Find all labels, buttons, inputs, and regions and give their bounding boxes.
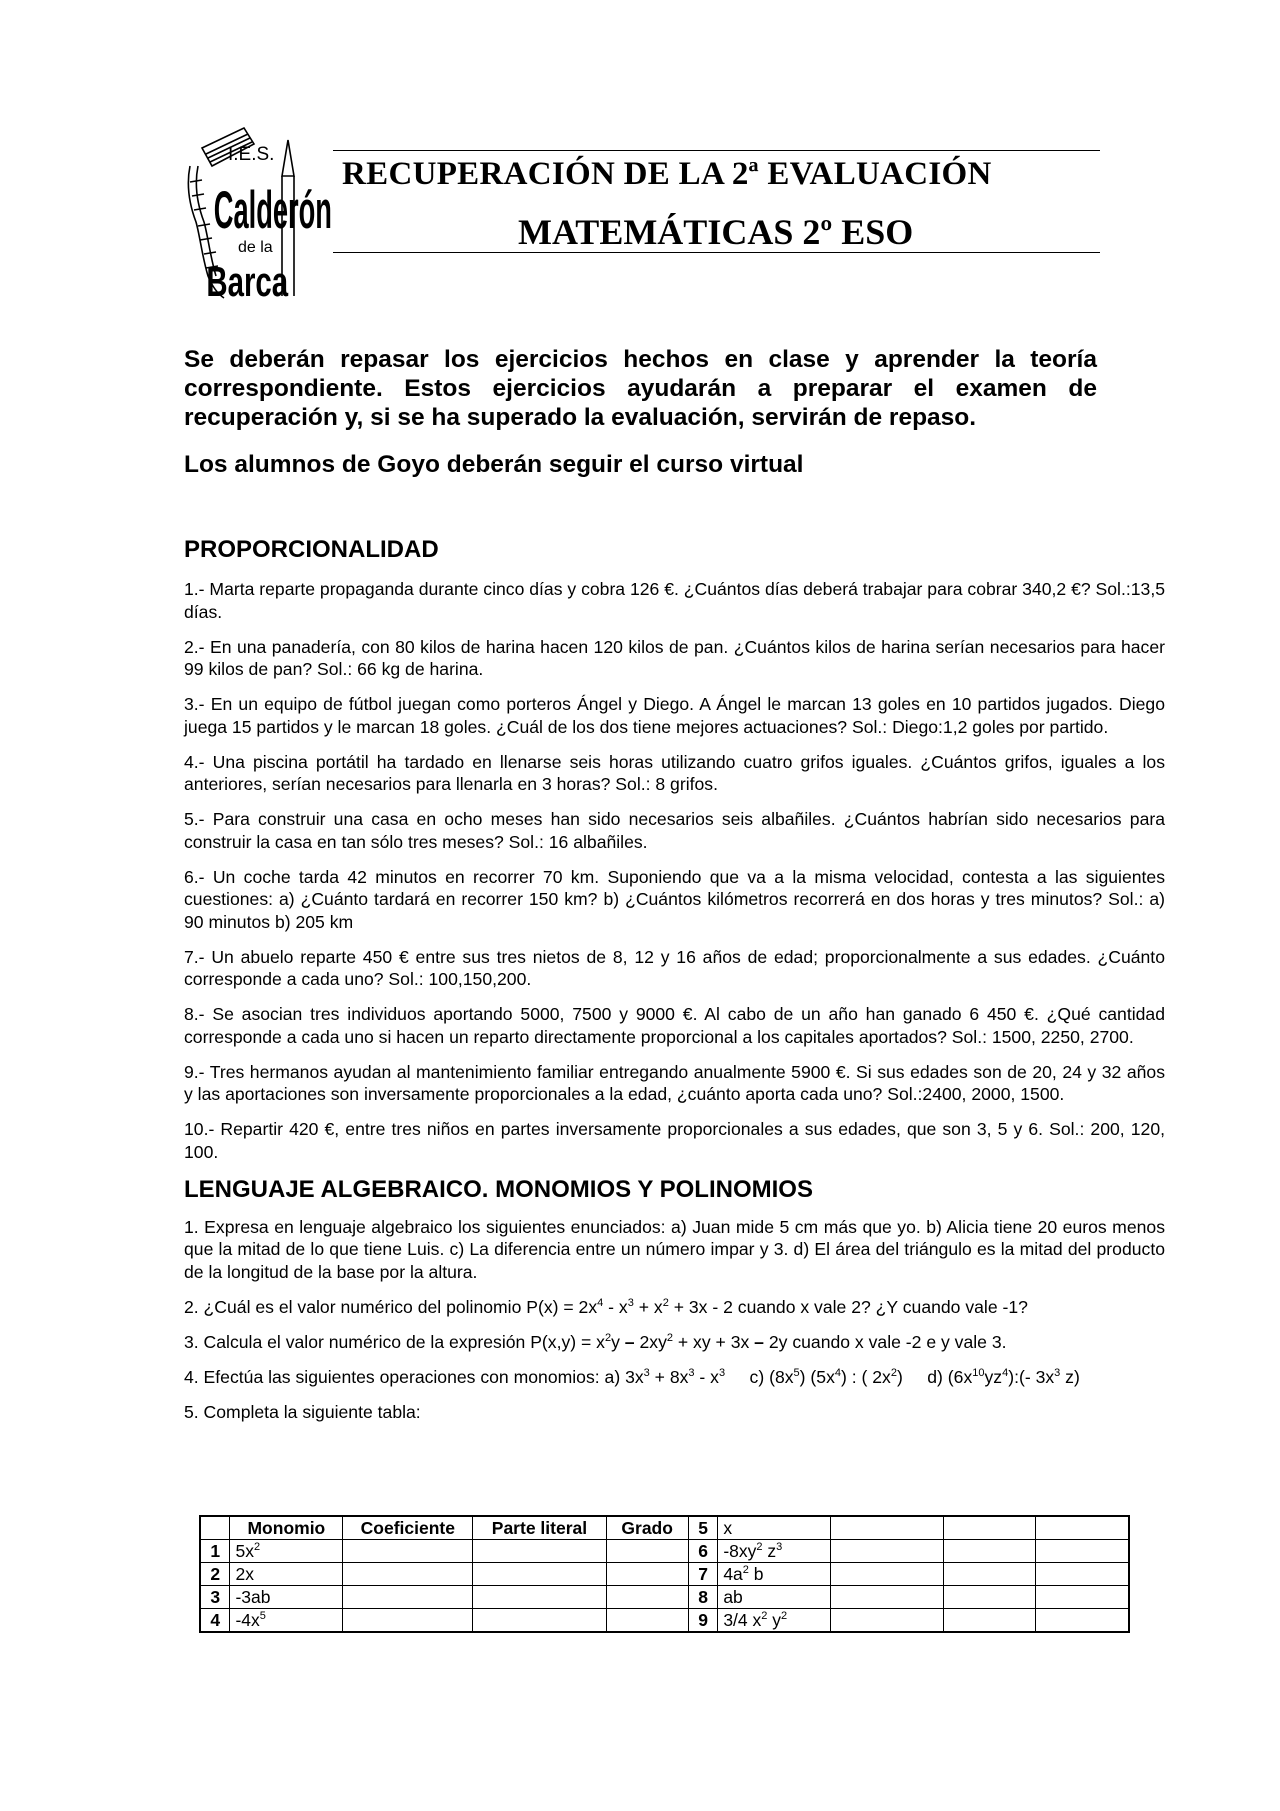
algebra-exercise-5: 5. Completa la siguiente tabla: xyxy=(184,1401,421,1422)
table-header-cell: Coeficiente xyxy=(343,1516,473,1540)
algebra-exercise-4: 4. Efectúa las siguientes operaciones con monomios: a) $3x^3 + 8x^3 - x^3$ c) $(8x^5)$ $(5x^4)$ : ( $2x^2$) d) $(6x^{10}yz^4):(-$ $3x^3$ z) xyxy=(184,1366,1080,1387)
table-empty-cell[interactable] xyxy=(343,1609,473,1633)
table-empty-cell[interactable] xyxy=(831,1586,944,1609)
table-corner xyxy=(200,1516,230,1540)
exercise-item: 10.- Repartir 420 €, entre tres niños en partes inversamente proporcionales a sus edades, que son 3, 5 y 6. Sol.: 200, 120, 100. xyxy=(184,1119,1165,1162)
table-empty-cell[interactable] xyxy=(1036,1516,1129,1540)
table-empty-cell[interactable] xyxy=(831,1516,944,1540)
table-empty-cell[interactable] xyxy=(1036,1563,1129,1586)
table-row xyxy=(200,1609,1129,1633)
table-empty-cell[interactable] xyxy=(1036,1540,1129,1563)
school-logo xyxy=(184,126,332,306)
intro-paragraph: Se deberán repasar los ejercicios hechos en clase y aprender la teoría correspondiente. Estos ejercicios ayudarán a preparar el examen de recuperación y, si se ha superado la evaluación, servirán de repaso. xyxy=(184,346,1097,431)
exercise-item: 5.- Para construir una casa en ocho meses han sido necesarios seis albañiles. ¿Cuántos habrían sido necesarios para construir la casa en tan sólo tres meses? Sol.: 16 albañiles. xyxy=(184,809,1165,852)
table-header-cell: Parte literal xyxy=(473,1516,606,1540)
table-monomial-cell: 3/4 $x^2$ $y^2$ xyxy=(718,1609,831,1633)
exercise-item: 7.- Un abuelo reparte 450 € entre sus tres nietos de 8, 12 y 16 años de edad; proporcionalmente a sus edades. ¿Cuánto corresponde a cada uno? Sol.: 100,150,200. xyxy=(184,946,1165,989)
header-rule-bottom xyxy=(333,252,1100,253)
table-row xyxy=(200,1586,1129,1609)
table-row-number: 6 xyxy=(688,1540,717,1563)
table-row-number: 3 xyxy=(200,1586,230,1609)
table-empty-cell[interactable] xyxy=(343,1540,473,1563)
page-title: RECUPERACIÓN DE LA 2ª EVALUACIÓN xyxy=(342,156,992,192)
table-empty-cell[interactable] xyxy=(943,1516,1035,1540)
table-empty-cell[interactable] xyxy=(831,1609,944,1633)
section-title-algebra: LENGUAJE ALGEBRAICO. MONOMIOS Y POLINOMIOS xyxy=(184,1175,813,1203)
logo-text-calderon: Calderón xyxy=(213,180,332,240)
table-empty-cell[interactable] xyxy=(943,1540,1035,1563)
monomial-table xyxy=(199,1515,1130,1633)
header-rule-top xyxy=(333,150,1100,151)
table-empty-cell[interactable] xyxy=(606,1586,688,1609)
intro-note: Los alumnos de Goyo deberán seguir el curso virtual xyxy=(184,451,804,478)
table-header-row xyxy=(200,1516,1129,1540)
table-row-number: 9 xyxy=(688,1609,717,1633)
table-body xyxy=(200,1540,1129,1633)
table-empty-cell[interactable] xyxy=(606,1609,688,1633)
table-monomial-cell: -3ab xyxy=(230,1586,343,1609)
table-monomial-cell: $4a^2$ b xyxy=(718,1563,831,1586)
table-empty-cell[interactable] xyxy=(943,1586,1035,1609)
table-row-number: 7 xyxy=(688,1563,717,1586)
table-row xyxy=(200,1563,1129,1586)
algebra-exercise-3: 3. Calcula el valor numérico de la expresión $P(x,y) = x^2y - 2xy^2$ + xy + 3x – 2y cuando x vale -2 e y vale 3. xyxy=(184,1331,1007,1352)
table-empty-cell[interactable] xyxy=(943,1609,1035,1633)
table-row-number: 4 xyxy=(200,1609,230,1633)
exercise-item: 6.- Un coche tarda 42 minutos en recorrer 70 km. Suponiendo que va a la misma velocidad, contesta a las siguientes cuestiones: a) ¿Cuánto tardará en recorrer 150 km? b) ¿Cuántos kilómetros recorrerá en dos horas y tres minutos? Sol.: a) 90 minutos b) 205 km xyxy=(184,866,1165,932)
table-row-number: 8 xyxy=(688,1586,717,1609)
exercise-item: 3.- En un equipo de fútbol juegan como porteros Ángel y Diego. A Ángel le marcan 13 goles en 10 partidos jugados. Diego juega 15 partidos y le marcan 18 goles. ¿Cuál de los dos tiene mejores actuaciones? Sol.: Diego:1,2 goles por partido. xyxy=(184,694,1165,737)
table-empty-cell[interactable] xyxy=(473,1563,606,1586)
table-empty-cell[interactable] xyxy=(606,1563,688,1586)
table-empty-cell[interactable] xyxy=(343,1563,473,1586)
exercise-item: 1.- Marta reparte propaganda durante cinco días y cobra 126 €. ¿Cuántos días deberá trabajar para cobrar 340,2 €? Sol.:13,5 días. xyxy=(184,579,1165,622)
table-monomial-cell: ab xyxy=(718,1586,831,1609)
table-empty-cell[interactable] xyxy=(1036,1586,1129,1609)
table-row-number: 2 xyxy=(200,1563,230,1586)
exercise-item: 4.- Una piscina portátil ha tardado en llenarse seis horas utilizando cuatro grifos iguales. ¿Cuántos grifos, iguales a los anteriores, serían necesarios para llenarla en 3 horas? Sol.: 8 grifos. xyxy=(184,751,1165,794)
logo-text-ies: I.E.S. xyxy=(228,144,275,165)
algebra-exercise-2: 2. ¿Cuál es el valor numérico del polinomio $P(x) = 2x^4 - x^3 + x^2 + 3x - 2$ cuando x vale 2? ¿Y cuando vale -1? xyxy=(184,1296,1028,1317)
exercise-item: 9.- Tres hermanos ayudan al mantenimiento familiar entregando anualmente 5900 €. Si sus edades son de 20, 24 y 32 años y las aportaciones son inversamente proporcionales a la edad, ¿cuánto aporta cada uno? Sol.:2400, 2000, 1500. xyxy=(184,1061,1165,1104)
table-row xyxy=(200,1540,1129,1563)
table-header-cell: Monomio xyxy=(230,1516,343,1540)
table-monomial-cell: $5x^2$ xyxy=(230,1540,343,1563)
table-header-cell: Grado xyxy=(606,1516,688,1540)
table-monomial-cell: $-4x^5$ xyxy=(230,1609,343,1633)
logo-text-dela: de la xyxy=(238,239,273,256)
table-row-number: 5 xyxy=(688,1516,717,1540)
table-empty-cell[interactable] xyxy=(831,1563,944,1586)
page-subtitle: MATEMÁTICAS 2º ESO xyxy=(518,212,914,252)
table-empty-cell[interactable] xyxy=(943,1563,1035,1586)
table-empty-cell[interactable] xyxy=(473,1586,606,1609)
table-empty-cell[interactable] xyxy=(606,1540,688,1563)
logo-text-barca: Barca xyxy=(206,257,289,306)
table-row-number: 1 xyxy=(200,1540,230,1563)
section-title-proporcionalidad: PROPORCIONALIDAD xyxy=(184,536,439,563)
exercise-item: 2.- En una panadería, con 80 kilos de harina hacen 120 kilos de pan. ¿Cuántos kilos de harina serían necesarios para hacer 99 kilos de pan? Sol.: 66 kg de harina. xyxy=(184,636,1165,679)
table-empty-cell[interactable] xyxy=(1036,1609,1129,1633)
table-monomial-cell: x xyxy=(718,1516,831,1540)
table-monomial-cell: 2x xyxy=(230,1563,343,1586)
table-empty-cell[interactable] xyxy=(473,1609,606,1633)
table-empty-cell[interactable] xyxy=(343,1586,473,1609)
table-monomial-cell: $-8xy^2$ $z^3$ xyxy=(718,1540,831,1563)
table-empty-cell[interactable] xyxy=(831,1540,944,1563)
main-content xyxy=(184,536,1165,1436)
algebra-exercise-1: 1. Expresa en lenguaje algebraico los siguientes enunciados: a) Juan mide 5 cm más que yo. b) Alicia tiene 20 euros menos que la mitad de lo que tiene Luis. c) La diferencia entre un número impar y 3. d) El área del triángulo es la mitad del producto de la longitud de la base por la altura. xyxy=(184,1216,1165,1282)
table-empty-cell[interactable] xyxy=(473,1540,606,1563)
exercise-item: 8.- Se asocian tres individuos aportando 5000, 7500 y 9000 €. Al cabo de un año han ganado 6 450 €. ¿Qué cantidad corresponde a cada uno si hacen un reparto directamente proporcional a los capitales aportados? Sol.: 1500, 2250, 2700. xyxy=(184,1004,1165,1047)
